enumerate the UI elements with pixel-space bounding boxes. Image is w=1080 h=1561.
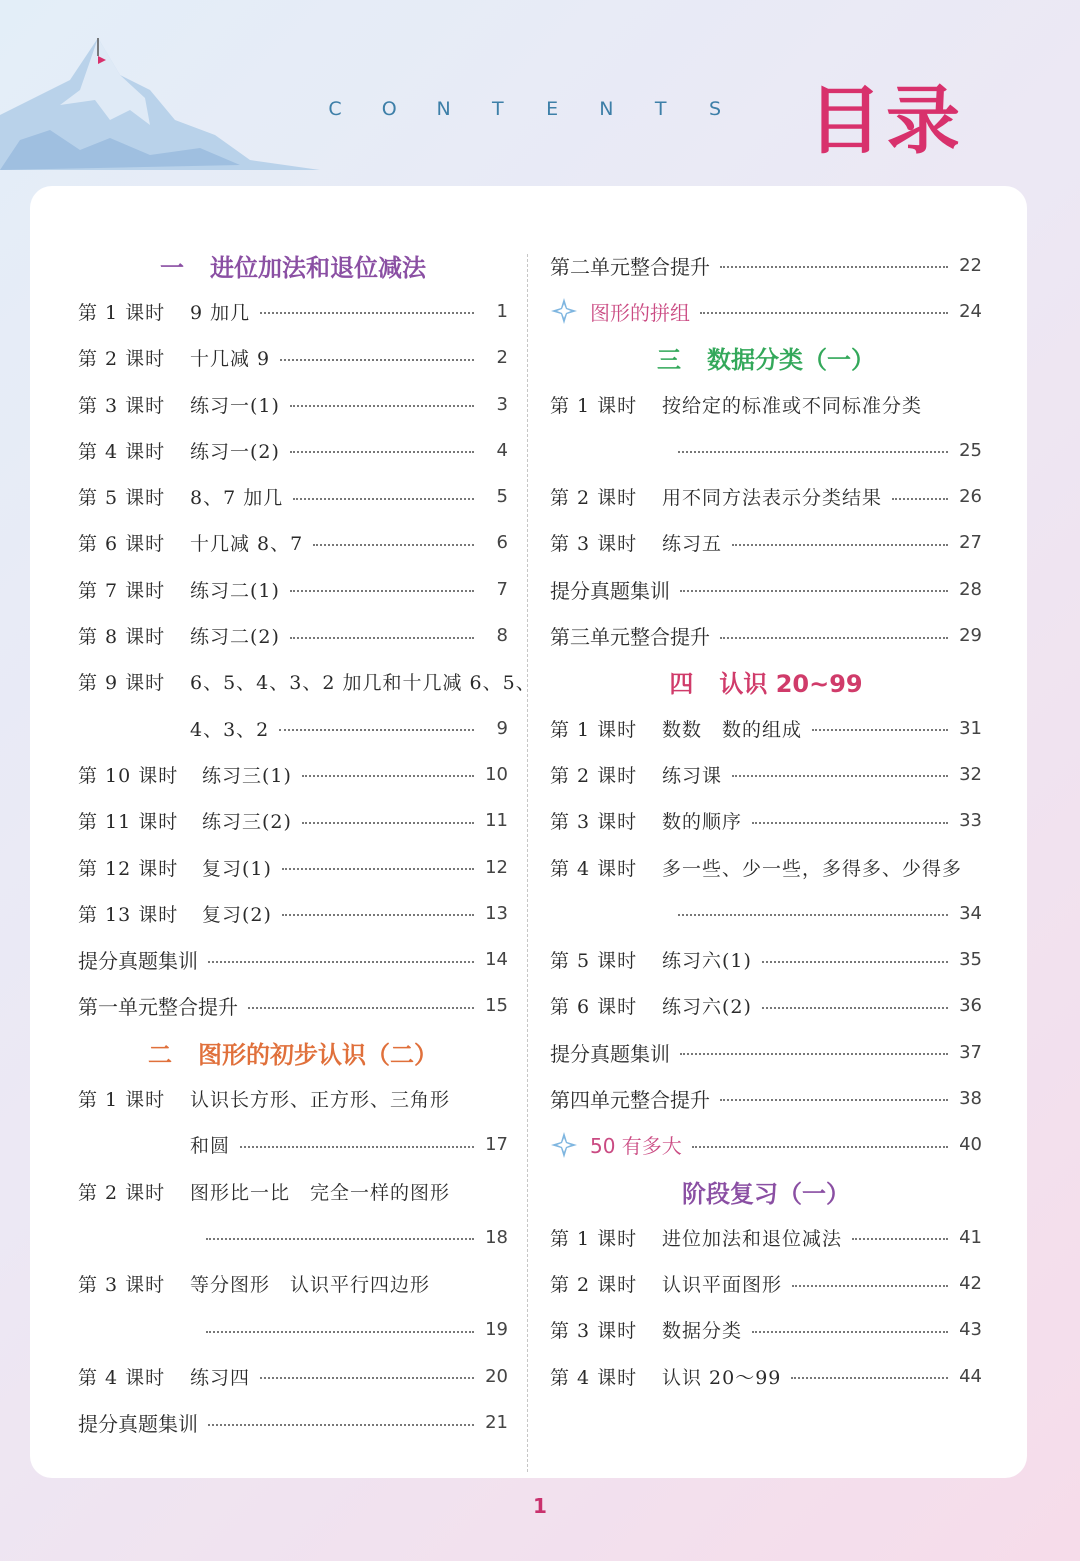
toc-entry[interactable]: 第 2 课时 认识平面图形 42: [550, 1273, 982, 1297]
toc-entry-extra[interactable]: 提分真题集训 28: [550, 578, 982, 603]
toc-entry-special[interactable]: 图形的拼组 24: [550, 288, 982, 334]
unit-heading: 三 数据分类（一）: [657, 346, 875, 375]
unit-heading: 二 图形的初步认识（二）: [148, 1040, 438, 1069]
toc-entry[interactable]: 第 8 课时 练习二(2) 8: [78, 625, 508, 649]
toc-entry[interactable]: 第 3 课时 练习一(1) 3: [78, 393, 508, 417]
toc-entry-continued[interactable]: 和圆 17: [190, 1134, 508, 1158]
toc-entry-special[interactable]: 50 有多大 40: [550, 1122, 982, 1168]
toc-entry[interactable]: 第 6 课时 十几减 8、7 6: [78, 532, 508, 556]
toc-entry[interactable]: 第 10 课时 练习三(1) 10: [78, 763, 508, 787]
toc-entry[interactable]: 第 11 课时 练习三(2) 11: [78, 810, 508, 834]
toc-entry[interactable]: 第 5 课时 练习六(1) 35: [550, 949, 982, 973]
toc-entry-continued[interactable]: 4、3、2 9: [190, 717, 508, 741]
toc-entry[interactable]: 第 13 课时 复习(2) 13: [78, 902, 508, 926]
page-title: 目录: [808, 78, 964, 164]
toc-entry[interactable]: 第 3 课时 等分图形 认识平行四边形: [78, 1274, 431, 1297]
sparkle-icon: [550, 297, 578, 325]
unit-heading: 一 进位加法和退位减法: [160, 253, 426, 282]
toc-entry[interactable]: 第 1 课时 按给定的标准或不同标准分类: [550, 394, 923, 417]
toc-entry[interactable]: 第 4 课时 练习一(2) 4: [78, 439, 508, 463]
toc-entry[interactable]: 第 4 课时 多一些、少一些，多得多、少得多: [550, 857, 963, 880]
toc-entry-extra[interactable]: 提分真题集训 14: [78, 949, 508, 974]
toc-entry[interactable]: 第 3 课时 练习五 27: [550, 532, 982, 556]
toc-entry-extra[interactable]: 第四单元整合提升 38: [550, 1087, 982, 1112]
toc-entry[interactable]: 第 3 课时 数的顺序 33: [550, 810, 982, 834]
toc-entry[interactable]: 第 1 课时 进位加法和退位减法 41: [550, 1226, 982, 1250]
toc-entry-extra[interactable]: 提分真题集训 21: [78, 1412, 508, 1437]
toc-entry[interactable]: 第 12 课时 复习(1) 12: [78, 856, 508, 880]
sparkle-icon: [550, 1131, 578, 1159]
toc-entry[interactable]: 第 3 课时 数据分类 43: [550, 1319, 982, 1343]
toc-entry-continued[interactable]: 25: [550, 427, 982, 473]
toc-entry-continued[interactable]: 34: [550, 890, 982, 936]
toc-entry-extra[interactable]: 第一单元整合提升 15: [78, 995, 508, 1020]
toc-entry[interactable]: 第 1 课时 9 加几 1: [78, 300, 508, 324]
toc-entry[interactable]: 第 5 课时 8、7 加几 5: [78, 486, 508, 510]
toc-entry[interactable]: 第 4 课时 练习四 20: [78, 1365, 508, 1389]
toc-entry[interactable]: 第 2 课时 用不同方法表示分类结果 26: [550, 486, 982, 510]
unit-heading: 四 认识 20~99: [669, 670, 863, 699]
toc-entry[interactable]: 第 2 课时 图形比一比 完全一样的图形: [78, 1181, 451, 1204]
review-heading: 阶段复习（一）: [682, 1179, 850, 1208]
toc-entry[interactable]: 第 4 课时 认识 20～99 44: [550, 1365, 982, 1389]
toc-entry-extra[interactable]: 第三单元整合提升 29: [550, 625, 982, 650]
toc-entry-continued[interactable]: 19: [78, 1307, 508, 1353]
toc-entry-extra[interactable]: 第二单元整合提升 22: [550, 254, 982, 279]
mountain-illustration: [0, 20, 320, 170]
toc-entry[interactable]: 第 9 课时 6、5、4、3、2 加几和十几减 6、5、: [78, 672, 536, 695]
toc-entry[interactable]: 第 7 课时 练习二(1) 7: [78, 578, 508, 602]
toc-entry-continued[interactable]: 18: [78, 1214, 508, 1260]
toc-left-column: [78, 242, 536, 1446]
page-number: 1: [533, 1494, 547, 1518]
toc-entry[interactable]: 第 1 课时 数数 数的组成 31: [550, 717, 982, 741]
toc-entry[interactable]: 第 1 课时 认识长方形、正方形、三角形: [78, 1088, 451, 1111]
toc-entry[interactable]: 第 2 课时 练习课 32: [550, 763, 982, 787]
column-divider: [527, 254, 528, 1472]
toc-entry[interactable]: 第 2 课时 十几减 9 2: [78, 347, 508, 371]
contents-word: C O N T E N T S: [328, 98, 721, 120]
toc-right-column: [550, 242, 982, 1399]
toc-entry[interactable]: 第 6 课时 练习六(2) 36: [550, 995, 982, 1019]
toc-entry-extra[interactable]: 提分真题集训 37: [550, 1041, 982, 1066]
